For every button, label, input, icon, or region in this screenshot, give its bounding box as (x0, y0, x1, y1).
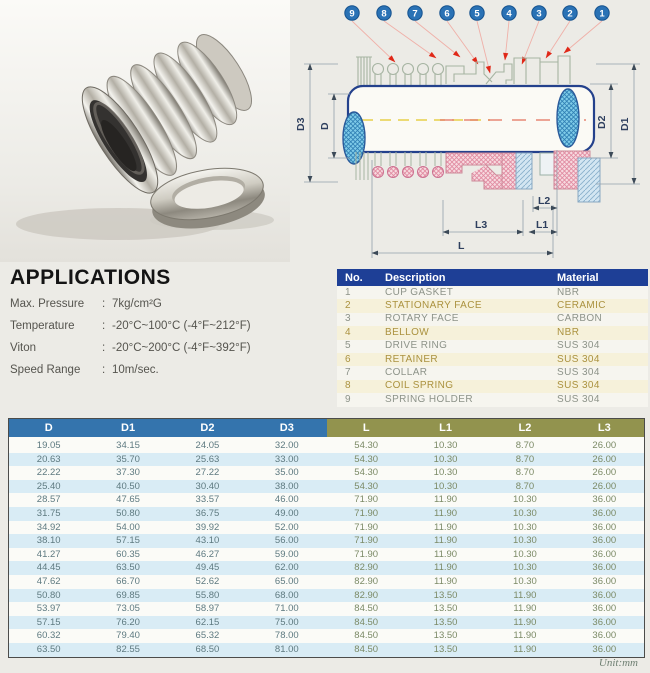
table-cell: 39.92 (195, 521, 220, 533)
table-cell: 82.90 (354, 589, 379, 601)
table-row (9, 493, 644, 507)
product-photo (0, 0, 290, 262)
svg-text:3: 3 (536, 8, 542, 20)
table-row (337, 353, 648, 366)
spec-label: Speed Range (10, 364, 81, 377)
table-cell: 24.05 (195, 440, 220, 452)
table-cell: 52.62 (195, 575, 220, 587)
table-cell: 6 (345, 353, 351, 365)
table-cell: 10.30 (513, 562, 537, 574)
table-cell: 22.22 (36, 467, 61, 479)
table-cell: 11.90 (434, 494, 458, 506)
table-cell: 84.50 (354, 630, 379, 642)
table-cell: 9 (345, 393, 351, 405)
table-row (9, 480, 644, 494)
dim-label-l1: L1 (536, 219, 549, 231)
table-cell: 54.30 (354, 467, 379, 479)
table-cell: 11.90 (513, 616, 537, 628)
svg-text:9: 9 (349, 8, 355, 20)
dim-label-d: D (319, 122, 331, 130)
shaft-section-left (343, 112, 365, 164)
seal-cross-section-diagram (290, 0, 650, 262)
table-row (9, 643, 644, 657)
table-cell: 11.90 (513, 589, 537, 601)
table-cell: 1 (345, 286, 351, 298)
table-cell: 57.15 (116, 535, 140, 547)
table-cell: COIL SPRING (385, 380, 454, 392)
svg-text:6: 6 (444, 8, 450, 20)
table-cell: 11.90 (434, 575, 458, 587)
applications-section (10, 266, 332, 387)
table-cell: 71.90 (354, 521, 379, 533)
table-cell: 10.30 (433, 480, 458, 492)
table-cell: SUS 304 (557, 353, 600, 365)
table-cell: 75.00 (274, 616, 299, 628)
table-cell: 36.00 (592, 630, 617, 642)
table-cell: 28.57 (36, 494, 61, 506)
table-cell: 53.97 (36, 603, 61, 615)
table-row (9, 575, 644, 589)
spec-row-temperature (10, 320, 332, 333)
table-cell: 31.75 (36, 508, 61, 520)
table-cell: 60.32 (36, 630, 61, 642)
table-cell: 78.00 (274, 630, 299, 642)
table-cell: 69.85 (116, 589, 140, 601)
table-cell: 10.30 (513, 575, 537, 587)
dim-label-d1: D1 (619, 117, 631, 131)
table-cell: 36.00 (592, 575, 617, 587)
table-cell: NBR (557, 286, 580, 298)
table-cell: DRIVE RING (385, 340, 448, 352)
spec-label: Max. Pressure (10, 298, 85, 310)
table-cell: 36.75 (195, 508, 220, 520)
table-cell: CERAMIC (557, 300, 606, 312)
table-cell: 71.90 (354, 535, 379, 547)
table-row (337, 393, 648, 406)
table-row (9, 629, 644, 643)
table-cell: 5 (345, 340, 351, 352)
table-cell: 8.70 (515, 453, 535, 465)
table-cell: 46.00 (274, 494, 299, 506)
dim-label-l3: L3 (475, 219, 488, 231)
table-row (337, 326, 648, 339)
table-cell: 10.30 (513, 535, 537, 547)
table-cell: 68.50 (195, 643, 220, 655)
table-cell: 47.62 (36, 575, 61, 587)
table-row (9, 589, 644, 603)
table-cell: 65.00 (274, 575, 299, 587)
table-cell: 32.00 (274, 440, 299, 452)
table-row (337, 366, 648, 379)
col-header-description: Description (377, 269, 549, 286)
table-row (9, 453, 644, 467)
table-cell: 35.00 (274, 467, 299, 479)
table-cell: 43.10 (195, 535, 220, 547)
table-cell: 35.70 (116, 453, 140, 465)
col-header-d: D (9, 419, 88, 438)
table-cell: 33.00 (274, 453, 299, 465)
spec-separator: : (102, 298, 106, 310)
table-row (9, 534, 644, 548)
table-cell: 36.00 (592, 535, 617, 547)
table-cell: 11.90 (513, 630, 537, 642)
table-cell: 56.00 (274, 535, 299, 547)
table-cell: 63.50 (36, 643, 61, 655)
spec-value: 10m/sec. (112, 364, 159, 377)
table-cell: 36.00 (592, 643, 617, 655)
table-cell: BELLOW (385, 326, 430, 338)
col-header-material: Material (549, 269, 648, 286)
table-cell: 84.50 (354, 603, 379, 615)
table-cell: 10.30 (433, 467, 458, 479)
spec-value: -20°C~200°C (-4°F~392°F) (112, 342, 251, 355)
table-cell: 10.30 (513, 548, 537, 560)
table-cell: SUS 304 (557, 380, 600, 392)
table-cell: 25.40 (36, 480, 61, 492)
table-cell: 54.30 (354, 480, 379, 492)
table-cell: 30.40 (195, 480, 220, 492)
applications-title: APPLICATIONS (10, 266, 171, 289)
table-row (9, 561, 644, 575)
table-cell: 73.05 (116, 603, 140, 615)
parts-header-row (337, 269, 648, 286)
table-cell: 36.00 (592, 494, 617, 506)
table-row (337, 340, 648, 353)
spec-separator: : (102, 320, 106, 333)
table-cell: 11.90 (513, 643, 537, 655)
table-cell: SUS 304 (557, 393, 600, 405)
svg-text:8: 8 (381, 8, 387, 20)
table-cell: 36.00 (592, 562, 617, 574)
table-cell: 71.00 (274, 603, 299, 615)
table-cell: 7 (345, 367, 351, 379)
callout-9 (345, 6, 359, 20)
table-cell: 13.50 (433, 630, 458, 642)
table-cell: 10.30 (513, 521, 537, 533)
dim-label-l2: L2 (538, 195, 551, 207)
table-cell: 82.90 (354, 575, 379, 587)
table-cell: 54.30 (354, 440, 379, 452)
unit-note: Unit:mm (598, 657, 638, 669)
table-cell: 59.00 (274, 548, 299, 560)
table-row (9, 548, 644, 562)
table-cell: 26.00 (592, 480, 617, 492)
table-cell: 11.90 (434, 535, 458, 547)
table-cell: 50.80 (36, 589, 61, 601)
spec-label: Viton (10, 342, 37, 355)
table-cell: CUP GASKET (385, 286, 454, 298)
col-header-l1: L1 (406, 419, 485, 438)
spec-row-viton (10, 342, 332, 355)
table-cell: 71.90 (354, 494, 379, 506)
callout-balls (345, 6, 609, 20)
table-cell: 84.50 (354, 643, 379, 655)
spec-separator: : (102, 364, 106, 377)
parts-table-body (337, 286, 648, 407)
table-cell: 4 (345, 326, 351, 338)
dimension-table-frame (8, 418, 645, 658)
dim-label-d2: D2 (596, 115, 608, 129)
table-cell: 34.92 (36, 521, 61, 533)
table-cell: 46.27 (195, 548, 220, 560)
table-cell: 36.00 (592, 589, 617, 601)
table-row (9, 438, 644, 453)
table-cell: 49.00 (274, 508, 299, 520)
upper-seal-parts (356, 56, 570, 86)
spec-row-pressure (10, 298, 332, 311)
col-header-d2: D2 (168, 419, 247, 438)
table-cell: 47.65 (116, 494, 140, 506)
callout-8 (377, 6, 391, 20)
parts-material-table (337, 269, 648, 407)
table-cell: 25.63 (195, 453, 220, 465)
table-cell: 11.90 (434, 521, 458, 533)
callout-1 (595, 6, 609, 20)
table-cell: 13.50 (433, 643, 458, 655)
table-cell: 71.90 (354, 548, 379, 560)
callout-3 (532, 6, 546, 20)
table-cell: 20.63 (36, 453, 61, 465)
table-cell: 11.90 (434, 562, 458, 574)
dim-label-l: L (458, 240, 465, 252)
col-header-l2: L2 (485, 419, 564, 438)
table-cell: 13.50 (433, 589, 458, 601)
table-cell: 49.45 (195, 562, 220, 574)
callout-4 (502, 6, 516, 20)
table-cell: 11.90 (434, 508, 458, 520)
table-cell: ROTARY FACE (385, 313, 459, 325)
table-cell: SPRING HOLDER (385, 393, 473, 405)
table-cell: 41.27 (36, 548, 61, 560)
table-cell: 36.00 (592, 508, 617, 520)
table-cell: 33.57 (195, 494, 220, 506)
table-cell: 10.30 (513, 508, 537, 520)
table-cell: 26.00 (592, 453, 617, 465)
callout-6 (440, 6, 454, 20)
svg-text:1: 1 (599, 8, 605, 20)
table-cell: 26.00 (592, 467, 617, 479)
table-row (337, 313, 648, 326)
col-header-d3: D3 (247, 419, 326, 438)
table-row (337, 380, 648, 393)
table-cell: 58.97 (195, 603, 220, 615)
table-cell: 84.50 (354, 616, 379, 628)
spec-value: -20°C~100°C (-4°F~212°F) (112, 320, 251, 333)
svg-text:5: 5 (474, 8, 480, 20)
table-cell: 8.70 (515, 467, 535, 479)
table-row (9, 521, 644, 535)
table-cell: 37.30 (116, 467, 140, 479)
dimension-header-row (9, 419, 644, 438)
dimension-table (9, 419, 644, 657)
table-cell: 71.90 (354, 508, 379, 520)
table-cell: 54.00 (116, 521, 140, 533)
table-cell: 13.50 (433, 616, 458, 628)
table-cell: 81.00 (274, 643, 299, 655)
table-cell: 82.55 (116, 643, 140, 655)
table-cell: 55.80 (195, 589, 220, 601)
table-cell: 68.00 (274, 589, 299, 601)
table-cell: 63.50 (116, 562, 140, 574)
table-cell: 79.40 (116, 630, 140, 642)
table-cell: STATIONARY FACE (385, 300, 482, 312)
table-cell: 11.90 (434, 548, 458, 560)
table-cell: 82.90 (354, 562, 379, 574)
table-cell: 65.32 (195, 630, 220, 642)
spec-label: Temperature (10, 320, 75, 333)
callout-2 (563, 6, 577, 20)
dimension-table-body (9, 438, 644, 657)
table-cell: 54.30 (354, 453, 379, 465)
table-cell: 8 (345, 380, 351, 392)
shaft-section-right (557, 89, 579, 147)
table-cell: NBR (557, 326, 580, 338)
table-cell: 40.50 (116, 480, 140, 492)
table-cell: 44.45 (36, 562, 61, 574)
table-cell: 10.30 (433, 440, 458, 452)
table-cell: 38.00 (274, 480, 299, 492)
table-cell: 8.70 (515, 440, 535, 452)
table-cell: 13.50 (433, 603, 458, 615)
table-row (9, 507, 644, 521)
svg-text:4: 4 (506, 8, 512, 20)
col-header-no: No. (337, 269, 377, 286)
svg-text:2: 2 (567, 8, 573, 20)
dim-label-d3: D3 (295, 117, 307, 131)
table-row (9, 466, 644, 480)
table-cell: 60.35 (116, 548, 140, 560)
table-cell: SUS 304 (557, 340, 600, 352)
table-cell: 52.00 (274, 521, 299, 533)
table-cell: 34.15 (116, 440, 140, 452)
callout-5 (470, 6, 484, 20)
spec-separator: : (102, 342, 106, 355)
table-cell: COLLAR (385, 367, 428, 379)
col-header-d1: D1 (88, 419, 167, 438)
table-cell: 76.20 (116, 616, 140, 628)
table-cell: 19.05 (36, 440, 61, 452)
table-cell: 62.00 (274, 562, 299, 574)
table-cell: CARBON (557, 313, 603, 325)
table-cell: 36.00 (592, 548, 617, 560)
table-cell: 36.00 (592, 521, 617, 533)
table-row (337, 299, 648, 312)
table-cell: 38.10 (36, 535, 61, 547)
table-cell: 57.15 (36, 616, 61, 628)
table-cell: 10.30 (433, 453, 458, 465)
table-cell: RETAINER (385, 353, 439, 365)
lower-seal-parts (356, 151, 600, 202)
table-row (9, 616, 644, 630)
table-cell: SUS 304 (557, 367, 600, 379)
spec-value: 7kg/cm²G (112, 298, 162, 310)
table-cell: 50.80 (116, 508, 140, 520)
table-cell: 3 (345, 313, 351, 325)
col-header-l: L (327, 419, 406, 438)
svg-text:7: 7 (412, 8, 418, 20)
table-cell: 10.30 (513, 494, 537, 506)
table-cell: 2 (345, 300, 351, 312)
table-cell: 27.22 (195, 467, 220, 479)
table-row (9, 602, 644, 616)
table-cell: 8.70 (515, 480, 535, 492)
table-cell: 36.00 (592, 616, 617, 628)
callout-7 (408, 6, 422, 20)
table-cell: 26.00 (592, 440, 617, 452)
table-cell: 62.15 (195, 616, 220, 628)
spec-row-speed-range (10, 364, 332, 377)
table-cell: 36.00 (592, 603, 617, 615)
table-cell: 66.70 (116, 575, 140, 587)
table-cell: 11.90 (513, 603, 537, 615)
col-header-l3: L3 (565, 419, 644, 438)
table-row (337, 286, 648, 299)
